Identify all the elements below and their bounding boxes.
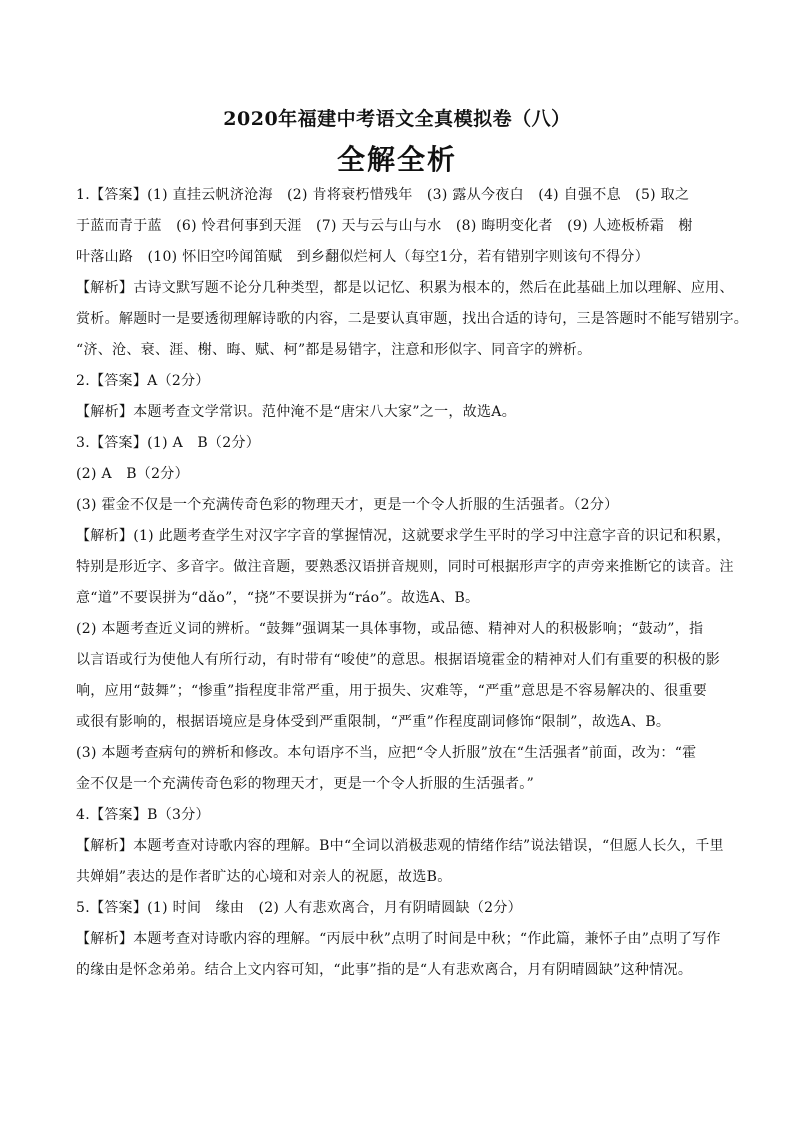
document-subtitle: 全解全析 xyxy=(336,143,457,176)
text-line: 4.【答案】B（3分） xyxy=(76,807,210,823)
text-line: 特别是形近字、多音字。做注音题，要熟悉汉语拼音规则，同时可根据形声字的声旁来推断它的读音。注 xyxy=(76,559,734,575)
text-line: 3.【答案】(1) A B（2分） xyxy=(76,435,261,451)
text-line: 或很有影响的，根据语境应是身体受到严重限制，“严重”作程度副词修饰“限制”，故选A、B。 xyxy=(76,714,671,730)
text-line: 叶落山路 (10) 怀旧空吟闻笛赋 到乡翻似烂柯人（每空1分，若有错别字则该句不得分） xyxy=(76,249,649,265)
text-line: 【解析】本题考查文学常识。范仲淹不是“唐宋八大家”之一，故选A。 xyxy=(76,404,517,420)
text-line: 2.【答案】A（2分） xyxy=(76,373,210,389)
text-line: 共婵娟”表达的是作者旷达的心境和对亲人的祝愿，故选B。 xyxy=(76,869,452,885)
text-line: “济、沧、衰、涯、榭、晦、赋、柯”都是易错字，注意和形似字、同音字的辨析。 xyxy=(76,342,592,358)
text-line: 以言语或行为使他人有所行动，有时带有“唆使”的意思。根据语境霍金的精神对人们有重要的积极的影 xyxy=(76,652,721,668)
text-line: 5.【答案】(1) 时间 缘由 (2) 人有悲欢离合，月有阴晴圆缺（2分） xyxy=(76,900,522,916)
text-line: 【解析】本题考查对诗歌内容的理解。“丙辰中秋”点明了时间是中秋；“作此篇，兼怀子由”点明了写作 xyxy=(76,931,721,947)
text-line: (3) 本题考查病句的辨析和修改。本句语序不当，应把“令人折服”放在“生活强者”前面，改为：“霍 xyxy=(76,745,697,761)
text-line: 【解析】(1) 此题考查学生对汉字字音的掌握情况，这就要求学生平时的学习中注意字音的识记和积累， xyxy=(76,528,731,544)
text-line: 金不仅是一个充满传奇色彩的物理天才，更是一个令人折服的生活强者。” xyxy=(76,776,535,792)
text-line: 1.【答案】(1) 直挂云帆济沧海 (2) 肯将衰朽惜残年 (3) 露从今夜白 (4) 自强不息 (5) 取之 xyxy=(76,187,690,203)
text-line: 响，应用“鼓舞”；“惨重”指程度非常严重，用于损失、灾难等，“严重”意思是不容易解决的、很重要 xyxy=(76,683,708,699)
text-line: 的缘由是怀念弟弟。结合上文内容可知，“此事”指的是“人有悲欢离合，月有阴晴圆缺”这种情况。 xyxy=(76,962,693,978)
text-line: 赏析。解题时一是要透彻理解诗歌的内容，二是要认真审题，找出合适的诗句，三是答题时不能写错别字。 xyxy=(76,311,749,327)
text-line: (3) 霍金不仅是一个充满传奇色彩的物理天才，更是一个令人折服的生活强者。（2分） xyxy=(76,497,619,513)
text-line: 意“道”不要误拼为“dǎo”，“挠”不要误拼为“ráo”。故选A、B。 xyxy=(76,590,480,606)
document-title: 2020年福建中考语文全真模拟卷（八） xyxy=(223,108,571,130)
text-line: 【解析】古诗文默写题不论分几种类型，都是以记忆、积累为根本的，然后在此基础上加以理解、应用、 xyxy=(76,280,734,296)
text-line: (2) A B（2分） xyxy=(76,466,189,482)
text-line: 【解析】本题考查对诗歌内容的理解。B中“全词以消极悲观的情绪作结”说法错误，“但愿人长久，千里 xyxy=(76,838,724,854)
text-line: 于蓝而青于蓝 (6) 怜君何事到天涯 (7) 天与云与山与水 (8) 晦明变化者 (9) 人迹板桥霜 榭 xyxy=(76,218,693,234)
text-line: (2) 本题考查近义词的辨析。“鼓舞”强调某一具体事物，或品德、精神对人的积极影响；“鼓动”，指 xyxy=(76,621,704,637)
answer-body xyxy=(76,180,749,986)
